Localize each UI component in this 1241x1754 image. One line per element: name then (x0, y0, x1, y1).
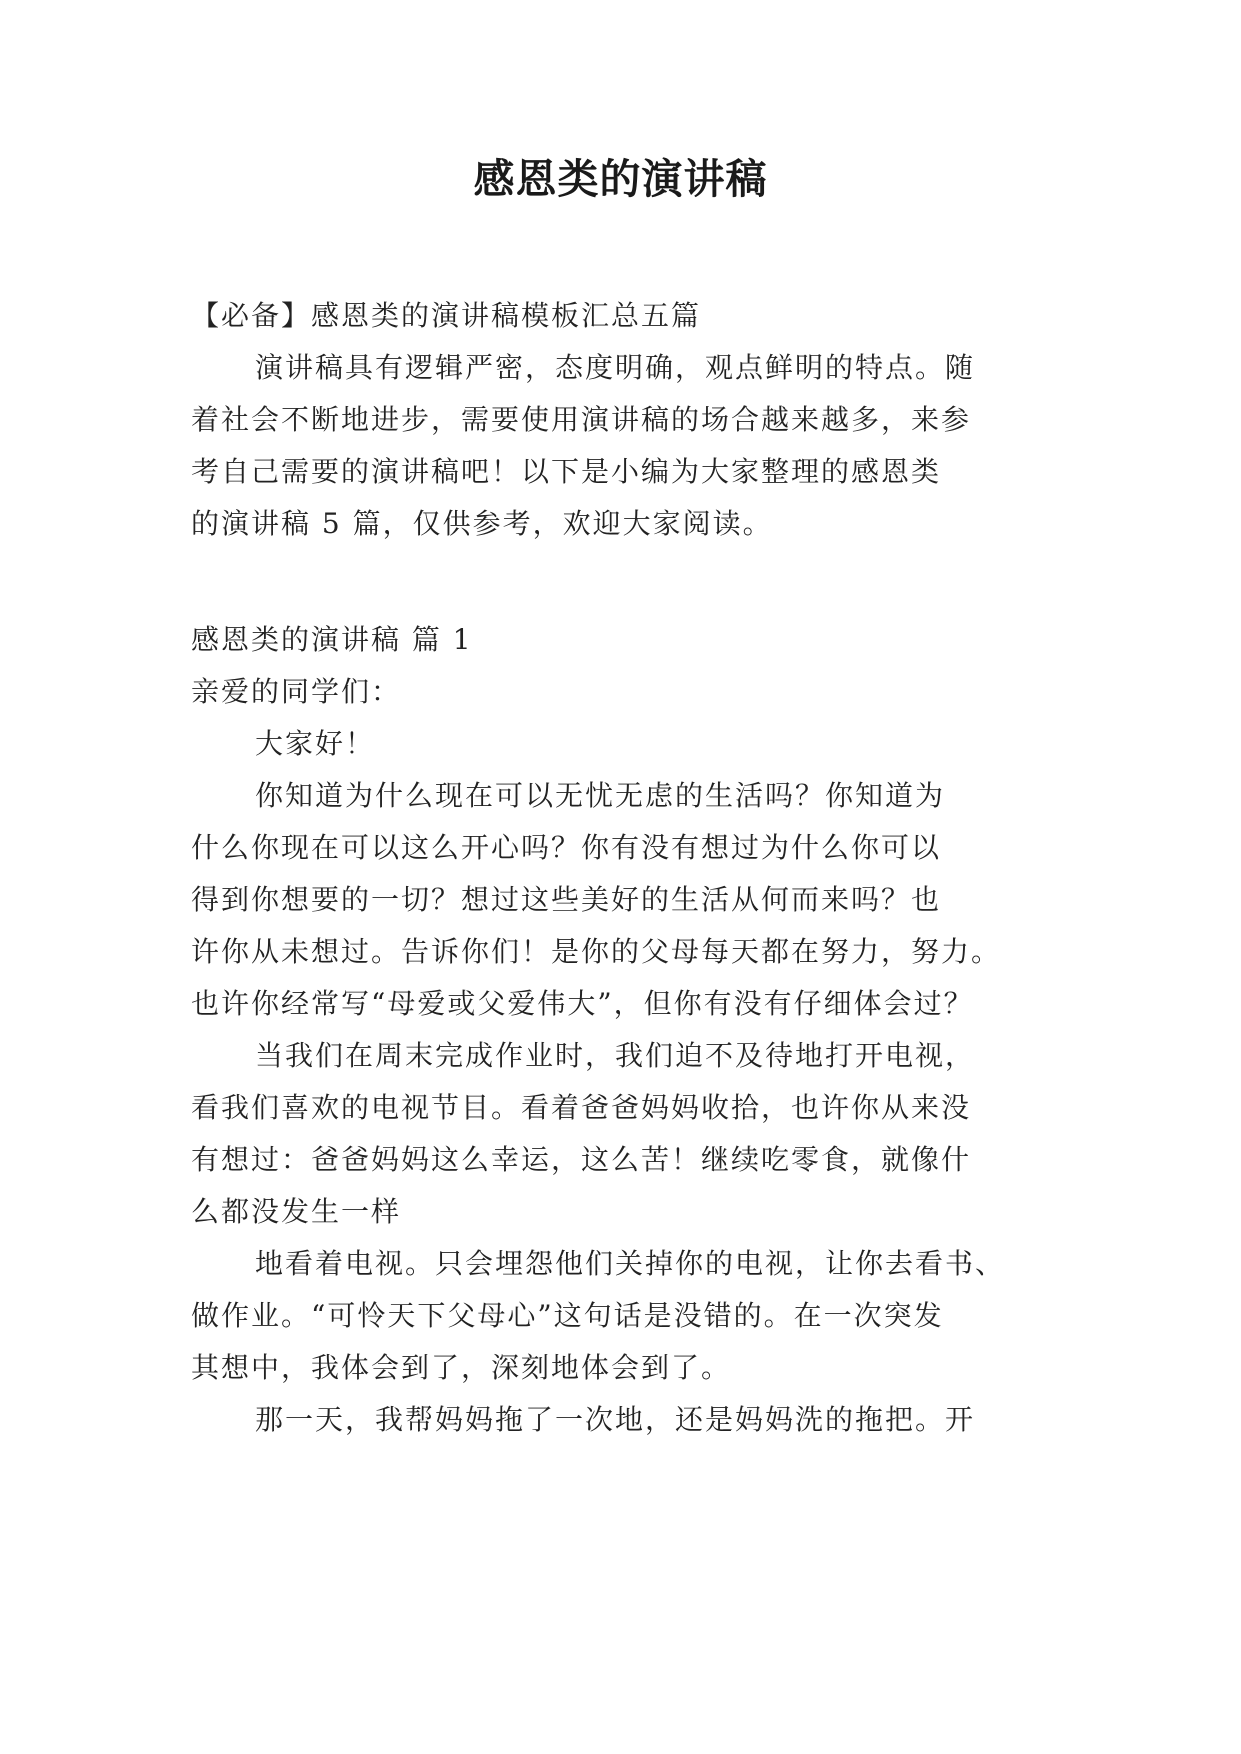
body-paragraph (191, 1030, 1071, 1238)
paragraph-line: 当我们在周末完成作业时，我们迫不及待地打开电视， (255, 1039, 976, 1072)
body-paragraph (191, 1238, 1071, 1394)
paragraph-line: 看我们喜欢的电视节目。看着爸爸妈妈收拾，也许你从来没 (191, 1091, 972, 1124)
paragraph-line: 得到你想要的一切？想过这些美好的生活从何而来吗？也 (191, 883, 942, 916)
paragraph-line: 许你从未想过。告诉你们！是你的父母每天都在努力，努力。 (191, 935, 1002, 968)
paragraph-line: 也许你经常写“母爱或父爱伟大”，但你有没有仔细体会过？ (191, 987, 974, 1020)
paragraph-line: 么都没发生一样 (191, 1195, 402, 1228)
body-paragraph (191, 1394, 1071, 1446)
paragraph-line: 做作业。“可怜天下父母心”这句话是没错的。在一次突发 (191, 1299, 944, 1332)
paragraph-line: 考自己需要的演讲稿吧！以下是小编为大家整理的感恩类 (191, 455, 942, 488)
paragraph-line: 什么你现在可以这么开心吗？你有没有想过为什么你可以 (191, 831, 942, 864)
paragraph-line: 着社会不断地进步，需要使用演讲稿的场合越来越多，来参 (191, 403, 972, 436)
section-heading: 感恩类的演讲稿 篇 1 (191, 623, 473, 656)
salutation: 亲爱的同学们： (191, 675, 402, 708)
section-spacer (191, 550, 1071, 614)
greeting: 大家好！ (255, 727, 376, 760)
paragraph-line: 有想过：爸爸妈妈这么幸运，这么苦！继续吃零食，就像什 (191, 1143, 972, 1176)
body-paragraph (191, 770, 1071, 1030)
paragraph-line: 那一天，我帮妈妈拖了一次地，还是妈妈洗的拖把。开 (255, 1403, 976, 1436)
paragraph-line: 你知道为什么现在可以无忧无虑的生活吗？你知道为 (255, 779, 946, 812)
paragraph-line: 的演讲稿 5 篇，仅供参考，欢迎大家阅读。 (191, 507, 773, 540)
paragraph-line: 演讲稿具有逻辑严密，态度明确，观点鲜明的特点。随 (255, 351, 976, 384)
intro-paragraph (191, 342, 1071, 550)
paragraph-line: 其想中，我体会到了，深刻地体会到了。 (191, 1351, 732, 1384)
document-body (191, 290, 1071, 1446)
document-subtitle: 【必备】感恩类的演讲稿模板汇总五篇 (191, 299, 702, 332)
paragraph-line: 地看着电视。只会埋怨他们关掉你的电视，让你去看书、 (255, 1247, 1006, 1280)
document-title: 感恩类的演讲稿 (473, 155, 768, 203)
